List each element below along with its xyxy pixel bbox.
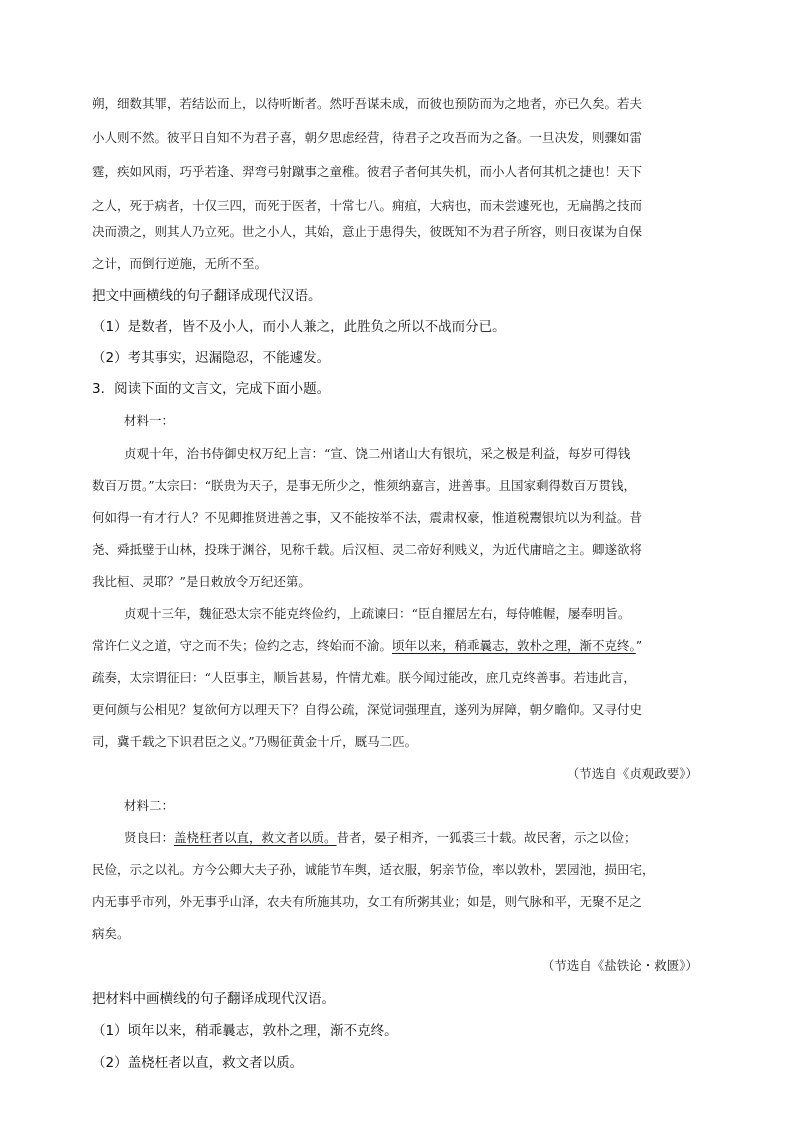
material2-label: 材料二：: [124, 798, 175, 813]
material-line: 司，冀千载之下识君臣之义。”乃赐征黄金十斤，厩马二匹。: [92, 734, 418, 749]
q3-item-1: （1）顷年以来，稍乖曩志，敦朴之理，渐不克终。: [92, 1023, 398, 1039]
plain-text: 昔者，晏子相齐，一狐裘三十载。故民奢，示之以俭；: [336, 830, 637, 845]
material-line: 更何颜与公相见？复欲何方以理天下？自得公疏，深觉词强理直，遂列为屏障，朝夕瞻仰。又寻付史: [92, 702, 643, 717]
material-line: [92, 638, 642, 654]
passage-line: 之人，死于病者，十仅三四，而死于医者，十常七八。痈疽，大病也，而未尝遽死也，无扁鹊之技而: [92, 198, 643, 213]
material-line: 贞观十三年，魏征恐太宗不能克终俭约，上疏谏曰：“臣自擢居左右，每侍帷幄，屡奉明旨。: [124, 606, 631, 621]
material-line: 数百万贯。”太宗曰：“朕贵为天子，是事无所少之，惟须纳嘉言，进善事。且国家剩得数百万贯钱，: [92, 478, 637, 493]
q2-item-1: （1）是数者，皆不及小人，而小人兼之，此胜负之所以不战而分已。: [92, 319, 506, 335]
source-citation-1: （节选自《贞观政要》）: [566, 766, 698, 781]
material-line: 何如得一有才行人？不见卿推贤进善之事，又不能按举不法，震肃权豪，惟道税鬻银坑以为利益。昔: [92, 510, 643, 525]
material-line: 贞观十年，治书侍御史权万纪上言：“宣、饶二州诸山大有银坑，采之极是利益，每岁可得钱: [124, 446, 631, 461]
material-line: 我比桓、灵耶？”是日敕放令万纪还第。: [92, 574, 311, 589]
q3-item-2: （2）盖桡枉者以直，救文者以质。: [92, 1055, 304, 1071]
underlined-sentence: 盖桡枉者以直，救文者以质。: [174, 830, 337, 845]
passage-line: 霆，疾如风雨，巧乎若逢、羿弯弓射蹴事之童稚。彼君子者何其失机，而小人者何其机之捷也！天下: [92, 164, 643, 179]
passage-line: 决而溃之，则其人乃立死。世之小人，其始，意止于患得失，彼既知不为君子所容，则日夜谋为自保: [92, 224, 643, 239]
plain-text: ”: [635, 638, 643, 653]
plain-text: 常许仁义之道，守之而不失；俭约之志，终始而不渝。: [92, 638, 393, 653]
q3-instruction: 把材料中画横线的句子翻译成现代汉语。: [92, 991, 335, 1007]
passage-line: 之计，而倒行逆施，无所不至。: [92, 256, 268, 271]
q2-instruction: 把文中画横线的句子翻译成现代汉语。: [92, 288, 322, 304]
material-line: 民俭，示之以礼。方今公卿大夫子孙，诚能节车舆，适衣服，躬亲节俭，率以敦朴，罢园池，损田宅，: [92, 862, 655, 877]
material-line: 疏奏，太宗谓征曰：“人臣事主，顺旨甚易，忤情尤难。朕今闻过能改，庶几克终善事。若违此言，: [92, 670, 636, 685]
passage-line: 小人则不然。彼平日自知不为君子喜，朝夕思虑经营，待君子之攻吾而为之备。一旦决发，则骤如雷: [92, 130, 643, 145]
passage-line: 朔，细数其罪，若结讼而上，以待听断者。然吁吾谋未成，而彼也预防而为之地者，亦已久矣。若夫: [92, 96, 643, 111]
source-citation-2: （节选自《盐铁论・救匮》）: [541, 958, 698, 973]
material-line: 内无事乎市列，外无事乎山泽，农夫有所施其功，女工有所粥其业；如是，则气脉和平，无聚不足之: [92, 894, 643, 909]
material-line: [124, 830, 637, 846]
plain-text: 贤良曰：: [124, 830, 175, 845]
q3-title: 3．阅读下面的文言文，完成下面小题。: [92, 381, 331, 397]
material1-label: 材料一：: [124, 413, 175, 428]
material-line: 尧、舜抵璧于山林，投珠于渊谷，见称千载。后汉桓、灵二帝好利贱义，为近代庸暗之主。卿遂欲将: [92, 542, 643, 557]
underlined-sentence: 顷年以来，稍乖曩志，敦朴之理，渐不克终。: [392, 638, 636, 653]
material-line: 病矣。: [92, 926, 130, 941]
q2-item-2: （2）考其事实，迟漏隐忍，不能遽发。: [92, 350, 331, 366]
